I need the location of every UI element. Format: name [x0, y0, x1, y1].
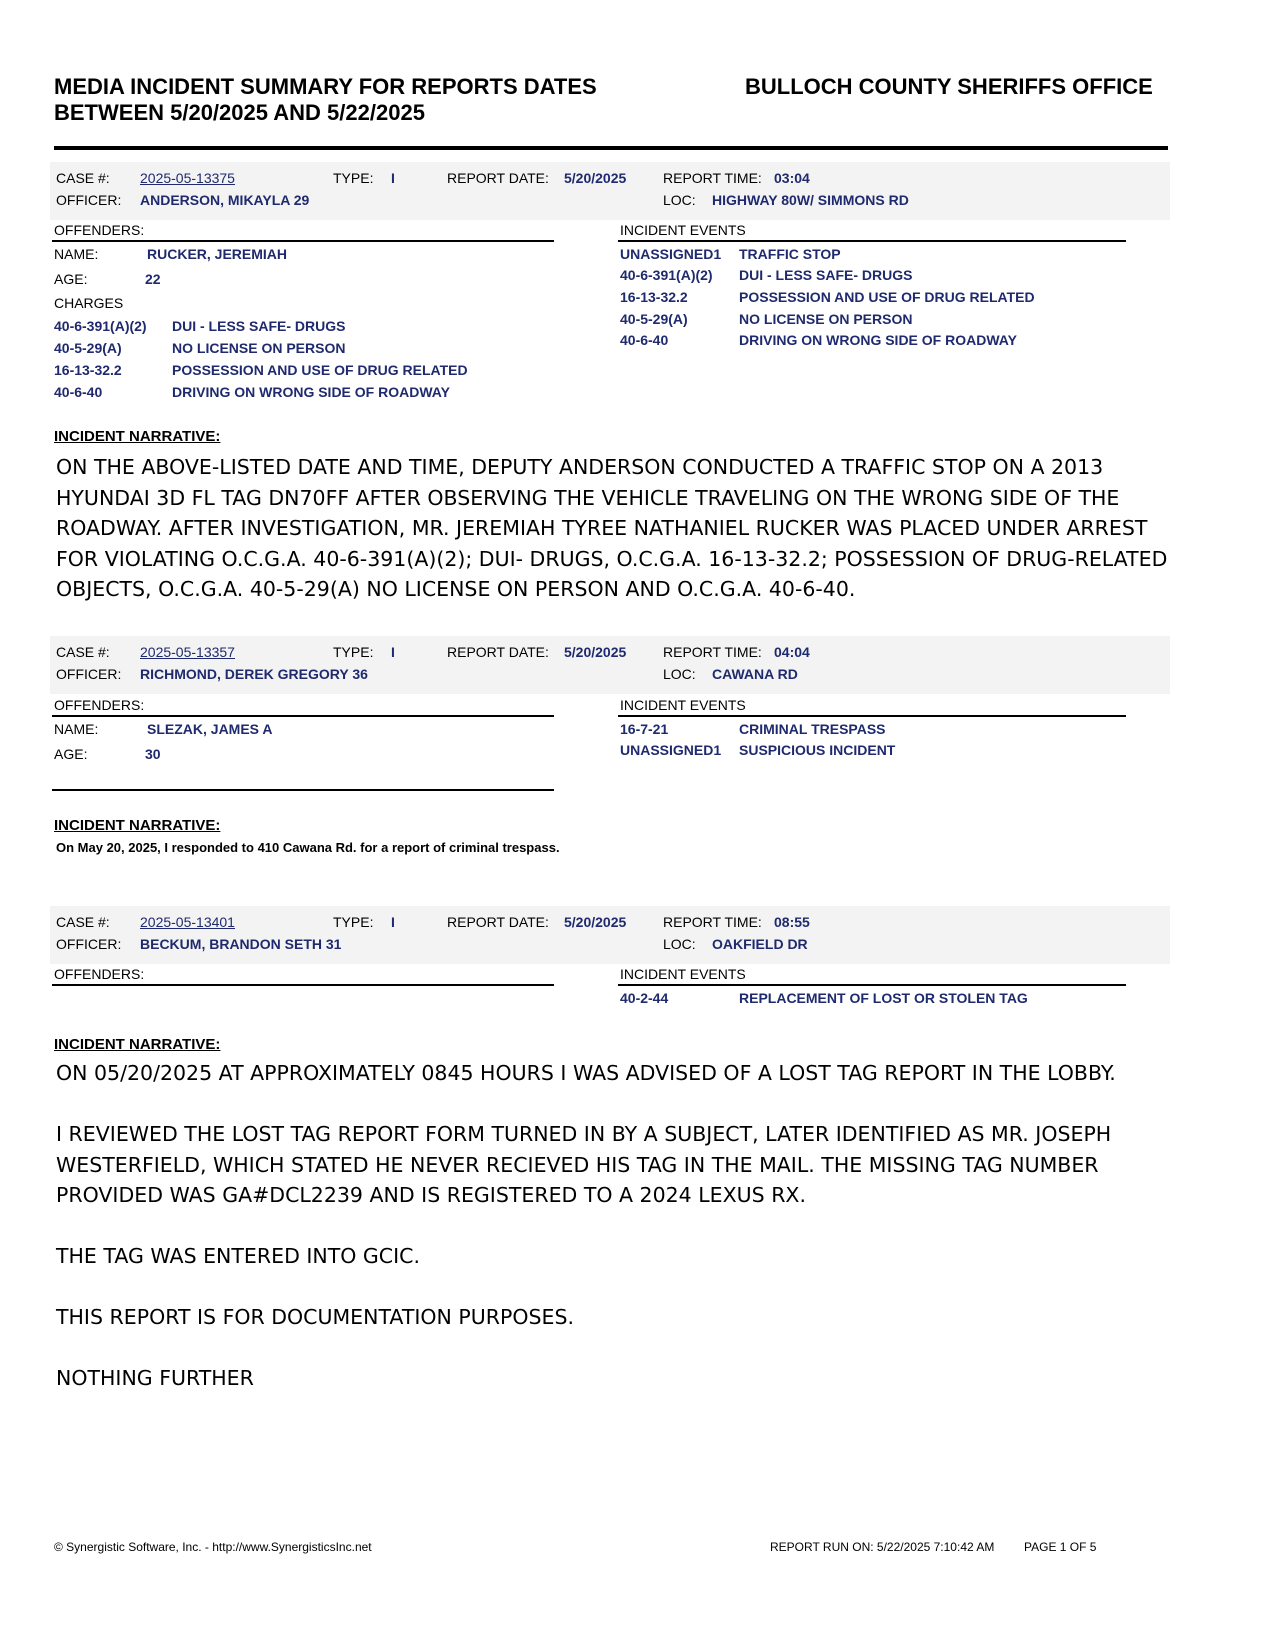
offenders-rule [52, 984, 554, 986]
events-rule [618, 715, 1126, 717]
report-date-label: REPORT DATE: [447, 914, 549, 930]
report-date-label: REPORT DATE: [447, 644, 549, 660]
incident-events-label: INCIDENT EVENTS [620, 697, 746, 713]
report-date-value: 5/20/2025 [564, 914, 627, 930]
loc-value: HIGHWAY 80W/ SIMMONS RD [712, 192, 909, 208]
header-divider [54, 146, 1168, 150]
event-code: 40-2-44 [620, 990, 669, 1006]
offenders-bottom-rule [52, 789, 554, 791]
charge-code: 40-6-391(A)(2) [54, 318, 147, 334]
type-value: I [391, 644, 395, 660]
officer-value: BECKUM, BRANDON SETH 31 [140, 936, 342, 952]
report-date-value: 5/20/2025 [564, 170, 627, 186]
report-run-timestamp: REPORT RUN ON: 5/22/2025 7:10:42 AM [770, 1540, 995, 1554]
offenders-label: OFFENDERS: [54, 222, 145, 238]
charges-label: CHARGES [54, 295, 124, 311]
event-desc: DUI - LESS SAFE- DRUGS [739, 267, 913, 283]
narrative-heading: INCIDENT NARRATIVE: [54, 1036, 221, 1053]
event-code: 40-6-40 [620, 332, 669, 348]
event-desc: CRIMINAL TRESPASS [739, 721, 886, 737]
offender-age: 30 [145, 746, 161, 762]
events-rule [618, 240, 1126, 242]
case-number-link[interactable]: 2025-05-13357 [140, 644, 235, 660]
narrative-text: ON THE ABOVE-LISTED DATE AND TIME, DEPUTY ANDERSON CONDUCTED A TRAFFIC STOP ON A 2013 HYUNDAI 3D FL TAG DN70FF AFTER OBSERVING THE VEHICLE TRAVELING ON THE WRONG SIDE OF THE ROADWAY. AFTER INVESTIGATION, MR. JEREMIAH TYREE NATHANIEL RUCKER WAS PLACED UNDER ARREST FOR VIOLATING O.C.G.A. 40-6-391(A)(2); DUI- DRUGS, O.C.G.A. 16-13-32.2; POSSESSION OF DRUG-RELATED OBJECTS, O.C.G.A. 40-5-29(A) NO LICENSE ON PERSON AND O.C.G.A. 40-6-40. [56, 455, 1174, 601]
report-time-value: 08:55 [774, 914, 810, 930]
charge-desc: NO LICENSE ON PERSON [172, 340, 346, 356]
case-number-link[interactable]: 2025-05-13401 [140, 914, 235, 930]
charge-code: 16-13-32.2 [54, 362, 122, 378]
narrative-heading: INCIDENT NARRATIVE: [54, 428, 221, 445]
name-label: NAME: [54, 721, 99, 737]
event-code: 16-7-21 [620, 721, 669, 737]
incident-events-label: INCIDENT EVENTS [620, 966, 746, 982]
officer-value: ANDERSON, MIKAYLA 29 [140, 192, 310, 208]
report-title-line1: MEDIA INCIDENT SUMMARY FOR REPORTS DATES [54, 74, 597, 99]
loc-label: LOC: [663, 192, 696, 208]
officer-label: OFFICER: [56, 936, 122, 952]
type-value: I [391, 170, 395, 186]
officer-value: RICHMOND, DEREK GREGORY 36 [140, 666, 368, 682]
type-label: TYPE: [333, 170, 374, 186]
event-desc: TRAFFIC STOP [739, 246, 841, 262]
type-label: TYPE: [333, 644, 374, 660]
offender-age: 22 [145, 271, 161, 287]
event-desc: SUSPICIOUS INCIDENT [739, 742, 896, 758]
case-label: CASE #: [56, 914, 110, 930]
charge-code: 40-5-29(A) [54, 340, 122, 356]
offender-name: SLEZAK, JAMES A [147, 721, 273, 737]
report-date-label: REPORT DATE: [447, 170, 549, 186]
charge-desc: DUI - LESS SAFE- DRUGS [172, 318, 346, 334]
incident-events-label: INCIDENT EVENTS [620, 222, 746, 238]
age-label: AGE: [54, 271, 88, 287]
report-time-value: 03:04 [774, 170, 810, 186]
offenders-rule [52, 240, 554, 242]
page-number: PAGE 1 OF 5 [1024, 1540, 1097, 1554]
offenders-rule [52, 715, 554, 717]
copyright-notice: © Synergistic Software, Inc. - http://www.SynergisticsInc.net [54, 1540, 372, 1554]
offender-name: RUCKER, JEREMIAH [147, 246, 288, 262]
case-label: CASE #: [56, 644, 110, 660]
narrative-heading: INCIDENT NARRATIVE: [54, 817, 221, 834]
report-title [54, 74, 597, 126]
charge-desc: DRIVING ON WRONG SIDE OF ROADWAY [172, 384, 450, 400]
event-desc: DRIVING ON WRONG SIDE OF ROADWAY [739, 332, 1017, 348]
event-code: UNASSIGNED1 [620, 246, 722, 262]
offenders-label: OFFENDERS: [54, 966, 145, 982]
loc-value: OAKFIELD DR [712, 936, 808, 952]
offenders-label: OFFENDERS: [54, 697, 145, 713]
event-desc: NO LICENSE ON PERSON [739, 311, 913, 327]
event-code: 40-6-391(A)(2) [620, 267, 713, 283]
case-label: CASE #: [56, 170, 110, 186]
report-time-label: REPORT TIME: [663, 914, 762, 930]
loc-label: LOC: [663, 936, 696, 952]
report-time-label: REPORT TIME: [663, 170, 762, 186]
case-number-link[interactable]: 2025-05-13375 [140, 170, 235, 186]
events-rule [618, 984, 1126, 986]
agency-name: BULLOCH COUNTY SHERIFFS OFFICE [745, 74, 1153, 99]
report-date-value: 5/20/2025 [564, 644, 627, 660]
report-time-label: REPORT TIME: [663, 644, 762, 660]
report-title-line2: BETWEEN 5/20/2025 AND 5/22/2025 [54, 100, 425, 125]
type-value: I [391, 914, 395, 930]
name-label: NAME: [54, 246, 99, 262]
loc-value: CAWANA RD [712, 666, 798, 682]
event-code: 40-5-29(A) [620, 311, 688, 327]
report-time-value: 04:04 [774, 644, 810, 660]
event-code: UNASSIGNED1 [620, 742, 722, 758]
charge-desc: POSSESSION AND USE OF DRUG RELATED [172, 362, 468, 378]
officer-label: OFFICER: [56, 192, 122, 208]
event-desc: POSSESSION AND USE OF DRUG RELATED [739, 289, 1035, 305]
narrative-text: ON 05/20/2025 AT APPROXIMATELY 0845 HOURS I WAS ADVISED OF A LOST TAG REPORT IN THE LOBBY. I REVIEWED THE LOST TAG REPORT FORM TURNED IN BY A SUBJECT, LATER IDENTIFIED AS MR. JOSEPH WESTERFIELD, WHICH STATED HE NEVER RECIEVED HIS TAG IN THE MAIL. THE MISSING TAG NUMBER PROVIDED WAS GA#DCL2239 AND IS REGISTERED TO A 2024 LEXUS RX. THE TAG WAS ENTERED INTO GCIC. THIS REPORT IS FOR DOCUMENTATION PURPOSES. NOTHING FURTHER [56, 1061, 1116, 1390]
age-label: AGE: [54, 746, 88, 762]
loc-label: LOC: [663, 666, 696, 682]
officer-label: OFFICER: [56, 666, 122, 682]
narrative-text: On May 20, 2025, I responded to 410 Cawana Rd. for a report of criminal trespass. [56, 840, 560, 855]
event-code: 16-13-32.2 [620, 289, 688, 305]
charge-code: 40-6-40 [54, 384, 103, 400]
type-label: TYPE: [333, 914, 374, 930]
event-desc: REPLACEMENT OF LOST OR STOLEN TAG [739, 990, 1028, 1006]
